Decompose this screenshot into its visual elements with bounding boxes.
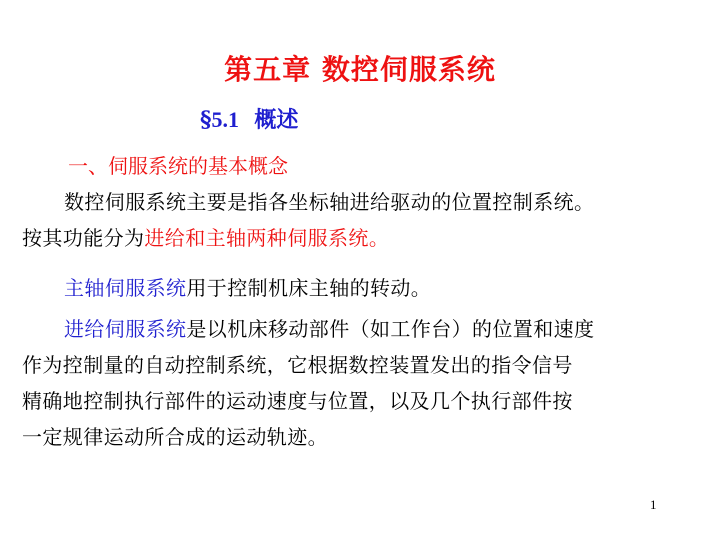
slide-title: 第五章 数控伺服系统 — [224, 53, 496, 86]
paragraph-feed-line3: 精确地控制执行部件的运动速度与位置，以及几个执行部件按 — [22, 389, 573, 413]
subheading: 一、伺服系统的基本概念 — [68, 154, 288, 178]
paragraph-feed-line2: 作为控制量的自动控制系统，它根据数控装置发出的指令信号 — [22, 353, 573, 377]
section-label: 概述 — [254, 107, 299, 133]
feed-servo-term: 进给伺服系统 — [64, 317, 187, 341]
section-symbol: § — [200, 107, 212, 133]
page-number: 1 — [650, 497, 657, 512]
paragraph-overview-line1: 数控伺服系统主要是指各坐标轴进给驱动的位置控制系统。 — [64, 190, 595, 214]
spindle-servo-text: 用于控制机床主轴的转动。 — [186, 276, 432, 300]
feed-servo-line1-rest: 是以机床移动部件（如工作台）的位置和速度 — [186, 317, 595, 341]
paragraph-overview-line2 — [22, 220, 594, 256]
paragraph-feed-line4: 一定规律运动所合成的运动轨迹。 — [22, 425, 328, 449]
paragraph-feed — [22, 311, 594, 455]
paragraph-overview-highlight: 进给和主轴两种伺服系统 — [144, 226, 369, 250]
paragraph-overview-suffix: 。 — [368, 226, 390, 250]
spindle-servo-term: 主轴伺服系统 — [64, 276, 187, 300]
section-heading — [200, 103, 298, 134]
paragraph-spindle — [22, 270, 431, 306]
paragraph-overview-prefix: 按其功能分为 — [22, 226, 145, 250]
paragraph-overview — [22, 184, 594, 256]
paragraph-spindle-line — [22, 270, 431, 306]
section-number: 5.1 — [211, 107, 240, 132]
paragraph-feed-line1 — [22, 311, 594, 347]
